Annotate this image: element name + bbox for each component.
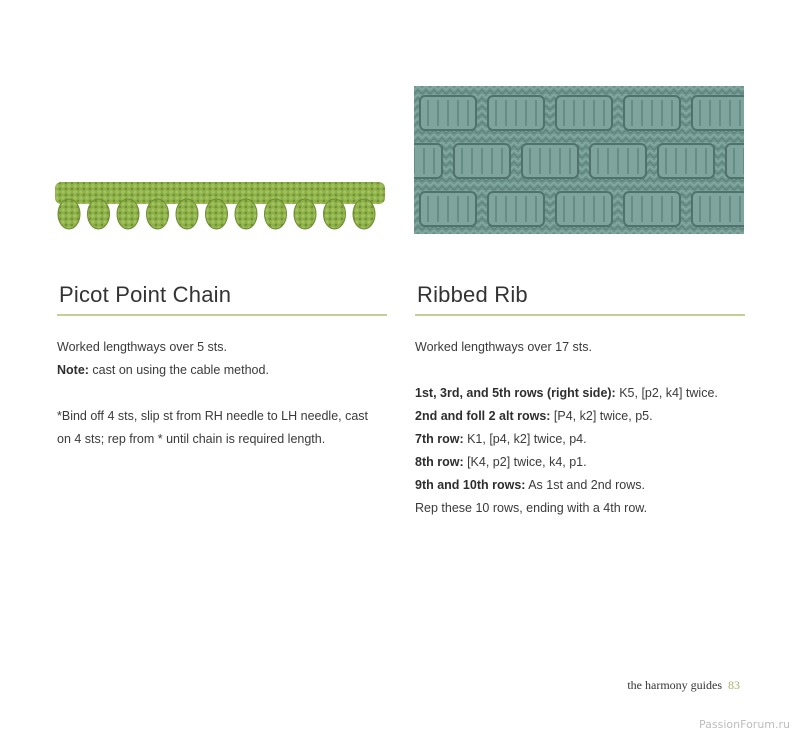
row-instruction [415, 382, 745, 405]
note-text: cast on using the cable method. [88, 363, 269, 377]
row-text: K5, [p2, k4] twice. [615, 386, 718, 400]
row-text: [P4, k2] twice, p5. [550, 409, 653, 423]
book-title: the harmony guides [627, 678, 722, 692]
row-label: 1st, 3rd, and 5th rows (right side): [415, 386, 616, 400]
row-label: 2nd and foll 2 alt rows: [415, 409, 551, 423]
picot-bobble [88, 199, 110, 229]
ribbed-rib-title: Ribbed Rib [417, 282, 528, 307]
row-label: 9th and 10th rows: [415, 478, 526, 492]
rib-block [414, 144, 442, 178]
note-label: Note: [57, 363, 89, 377]
picot-bobble [147, 199, 169, 229]
ribbed-rib-swatch-image [414, 86, 744, 234]
picot-bobble [117, 199, 139, 229]
title-rule [415, 314, 745, 316]
row-text: As 1st and 2nd rows. [525, 478, 645, 492]
title-rule [57, 314, 387, 316]
row-text: [K4, p2] twice, k4, p1. [463, 455, 587, 469]
picot-bobble [324, 199, 346, 229]
picot-instruction-line-2: on 4 sts; rep from * until chain is required length. [57, 432, 326, 446]
row-text: Rep these 10 rows, ending with a 4th row. [415, 501, 648, 515]
picot-bobble [235, 199, 257, 229]
row-instruction [415, 474, 745, 497]
picot-bobble [176, 199, 198, 229]
row-label: 8th row: [415, 455, 464, 469]
picot-point-chain-section [57, 282, 387, 451]
ribbed-rib-section [415, 282, 745, 520]
picot-instruction-line-1: *Bind off 4 sts, slip st from RH needle to LH needle, cast [57, 409, 369, 423]
row-instruction [415, 451, 745, 474]
row-text: K1, [p4, k2] twice, p4. [463, 432, 587, 446]
row-label: 7th row: [415, 432, 464, 446]
watermark: PassionForum.ru [699, 718, 790, 731]
ribbed-rib-intro: Worked lengthways over 17 sts. [415, 340, 592, 354]
picot-bobble [265, 199, 287, 229]
page-footer [627, 678, 740, 693]
picot-bobble [206, 199, 228, 229]
rib-block [726, 144, 744, 178]
page-number: 83 [728, 678, 740, 692]
picot-bobble [353, 199, 375, 229]
picot-intro: Worked lengthways over 5 sts. [57, 340, 227, 354]
picot-note [57, 359, 387, 382]
picot-bobble [294, 199, 316, 229]
row-instruction [415, 405, 745, 428]
picot-point-chain-title: Picot Point Chain [59, 282, 232, 307]
row-instruction [415, 428, 745, 451]
picot-point-chain-swatch-image [55, 178, 385, 240]
row-instruction [415, 497, 745, 520]
picot-bobble [58, 199, 80, 229]
